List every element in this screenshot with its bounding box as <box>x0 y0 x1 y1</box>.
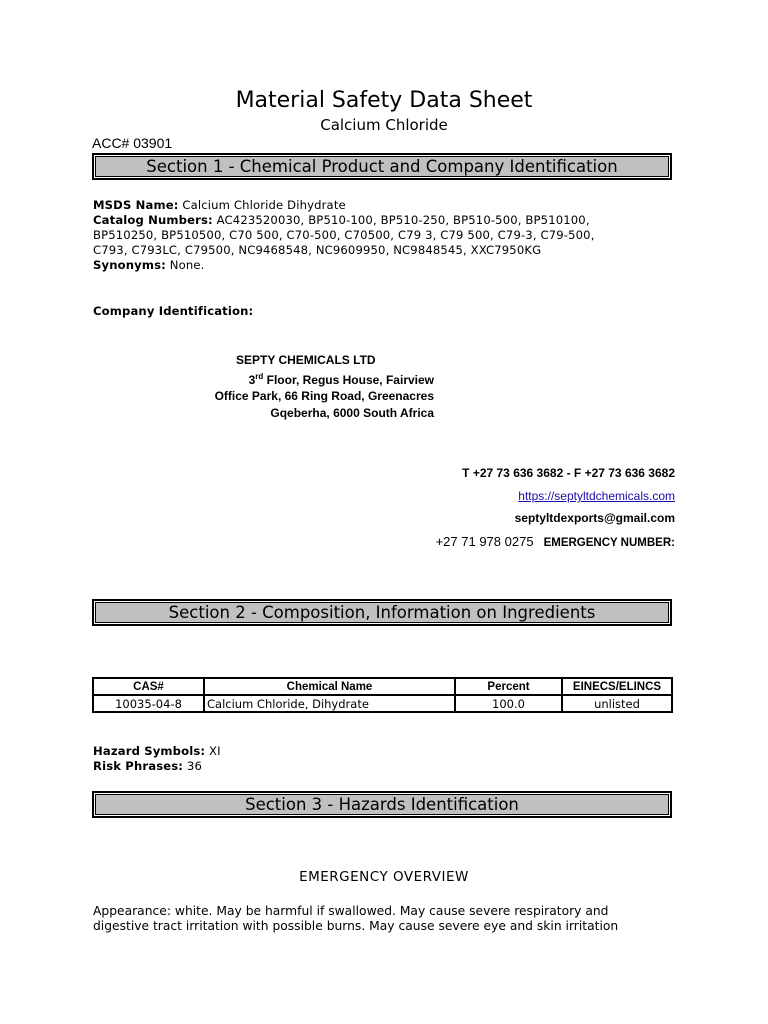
catalog-value-1: AC423520030, BP510-100, BP510-250, BP510-500, BP510100, <box>216 213 590 227</box>
address-line-1-rest: Floor, Regus House, Fairview <box>266 372 434 387</box>
table-header-row <box>93 678 672 695</box>
section-1-header <box>92 153 672 180</box>
address-line-2: Office Park, 66 Ring Road, Greenacres <box>214 389 434 403</box>
cell-cas: 10035-04-8 <box>93 695 204 712</box>
risk-phrases-label: Risk Phrases: <box>93 759 184 773</box>
section-2-header <box>92 599 672 626</box>
section-2-title: Section 2 - Composition, Information on Ingredients <box>168 603 596 622</box>
cell-einecs: unlisted <box>562 695 672 712</box>
website-link[interactable]: https://septyltdchemicals.com <box>518 489 675 503</box>
company-address <box>160 352 434 421</box>
risk-phrases-line <box>93 759 221 774</box>
hazard-symbols-line <box>93 744 221 759</box>
section-3-title: Section 3 - Hazards Identification <box>245 795 519 814</box>
phone-fax: T +27 73 636 3682 - F +27 73 636 3682 <box>462 466 675 480</box>
company-identification-label <box>93 304 253 319</box>
catalog-line-1 <box>93 213 595 228</box>
emergency-overview-title: EMERGENCY OVERVIEW <box>299 869 469 885</box>
website-line <box>380 489 675 503</box>
address-line-3: Gqeberha, 6000 South Africa <box>270 405 434 420</box>
hazard-symbols-label: Hazard Symbols: <box>93 744 206 758</box>
catalog-line-3: C793, C793LC, C79500, NC9468548, NC9609950, NC9848545, XXC7950KG <box>93 243 542 257</box>
catalog-label: Catalog Numbers: <box>93 213 213 227</box>
header-cas: CAS# <box>93 678 204 695</box>
document-title: Material Safety Data Sheet <box>235 88 533 113</box>
ingredients-table <box>92 677 673 713</box>
msds-name-line <box>93 198 595 213</box>
appearance-paragraph <box>93 904 673 934</box>
hazard-symbols-value: XI <box>209 744 221 758</box>
table-row <box>93 695 672 712</box>
msds-name-value: Calcium Chloride Dihydrate <box>182 198 346 212</box>
company-name: SEPTY CHEMICALS LTD <box>236 353 376 367</box>
hazard-block <box>93 744 221 774</box>
document-subtitle: Calcium Chloride <box>320 116 448 134</box>
header-percent: Percent <box>455 678 562 695</box>
header-einecs: EINECS/ELINCS <box>562 678 672 695</box>
appearance-line-2: digestive tract irritation with possible burns. May cause severe eye and skin irritation <box>93 919 619 933</box>
floor-number: 3 <box>248 372 256 387</box>
catalog-line-2: BP510250, BP510500, C70 500, C70-500, C70500, C79 3, C79 500, C79-3, C79-500, <box>93 228 595 242</box>
cell-percent: 100.0 <box>455 695 562 712</box>
company-identification-text: Company Identification: <box>93 304 254 318</box>
emergency-line <box>380 534 675 549</box>
msds-name-label: MSDS Name: <box>93 198 179 212</box>
appearance-line-1: Appearance: white. May be harmful if swallowed. May cause severe respiratory and <box>93 904 609 918</box>
synonyms-label: Synonyms: <box>93 258 166 272</box>
header-chemical-name: Chemical Name <box>204 678 455 695</box>
cell-chemical-name: Calcium Chloride, Dihydrate <box>204 695 455 712</box>
email: septyltdexports@gmail.com <box>514 511 675 525</box>
section-3-header <box>92 791 672 818</box>
emergency-label: EMERGENCY NUMBER: <box>543 537 675 549</box>
risk-phrases-value: 36 <box>186 759 202 773</box>
synonyms-value: None. <box>169 258 205 272</box>
acc-number: ACC# 03901 <box>92 135 173 151</box>
identification-block <box>93 198 595 273</box>
floor-suffix: rd <box>255 371 264 381</box>
address-line-1 <box>160 369 434 389</box>
emergency-phone: +27 71 978 0275 <box>435 534 534 549</box>
synonyms-line <box>93 258 595 273</box>
section-1-title: Section 1 - Chemical Product and Company Identification <box>146 157 618 176</box>
